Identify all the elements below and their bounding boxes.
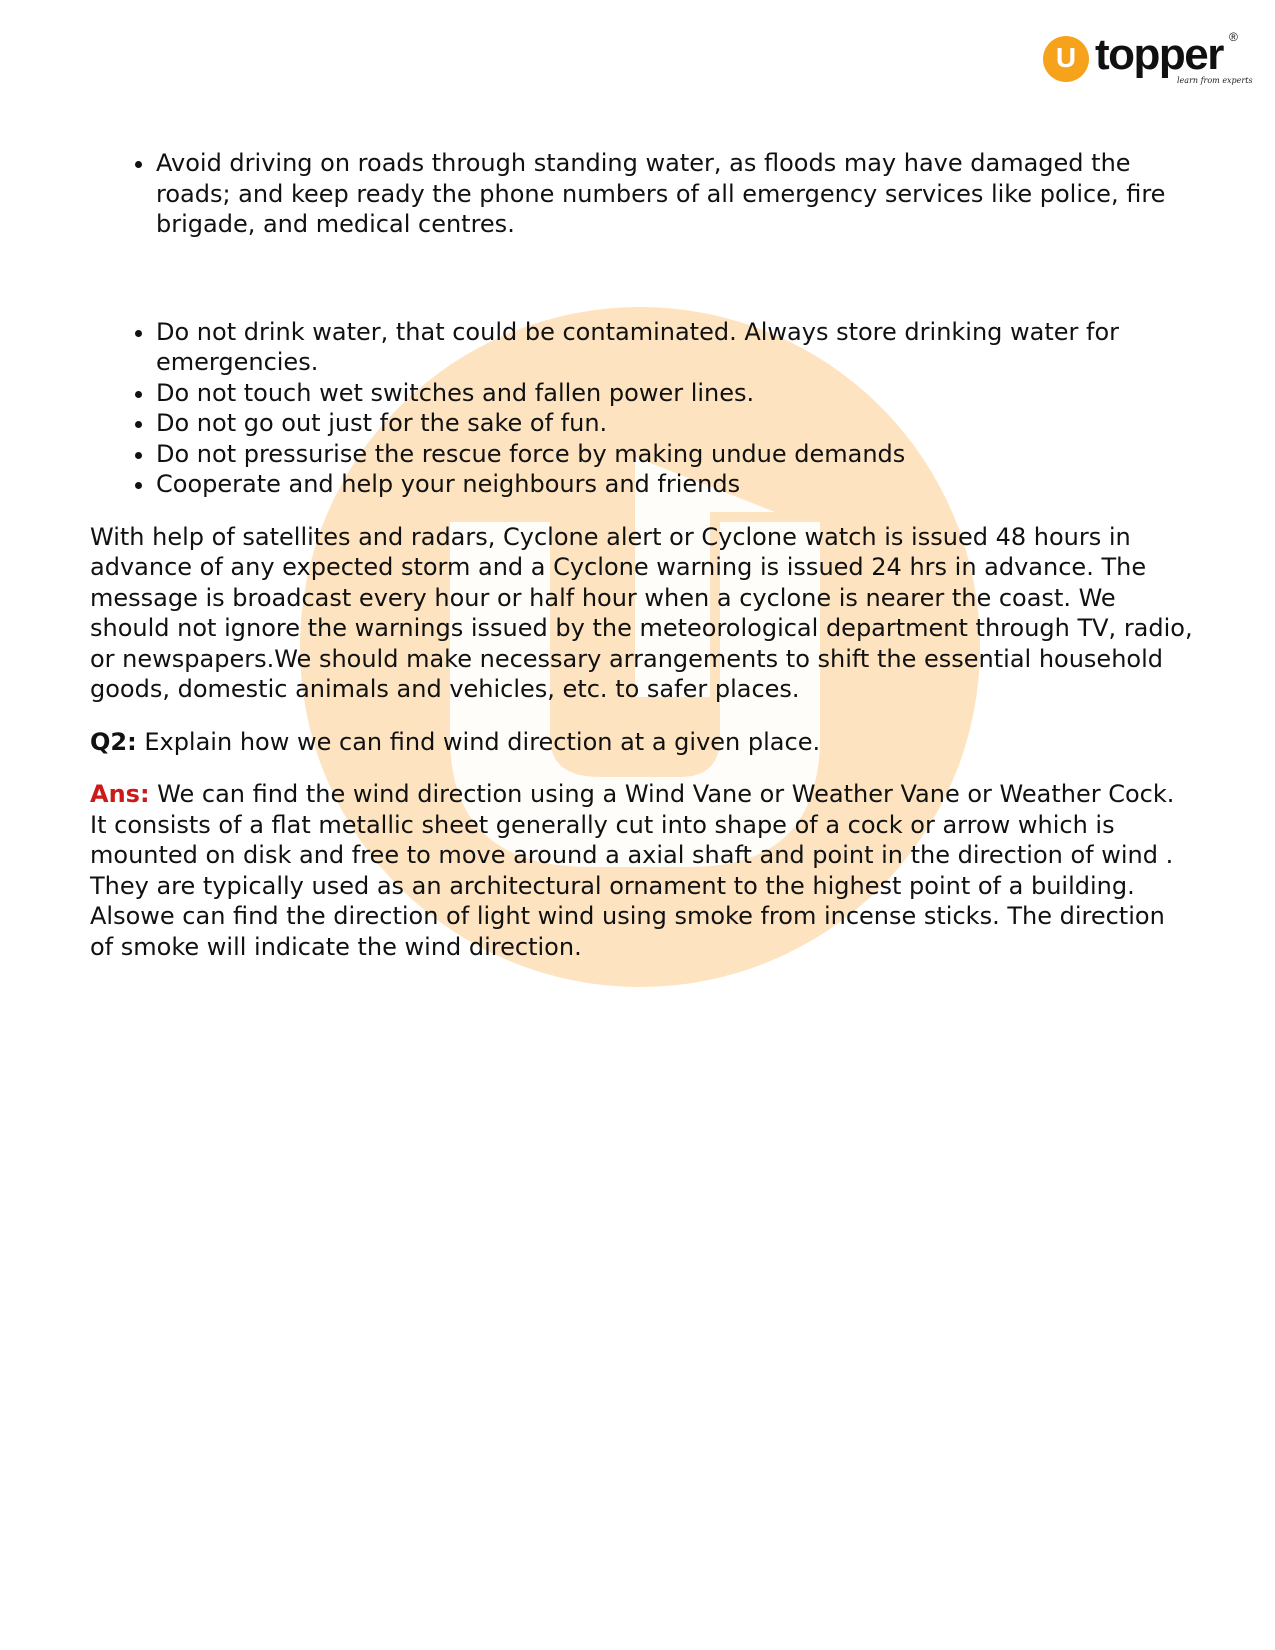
registered-mark: ® bbox=[1229, 30, 1238, 44]
list-item: • Do not touch wet switches and fallen power lines. bbox=[156, 378, 1195, 409]
logo-badge-icon bbox=[1043, 36, 1089, 82]
answer-2 bbox=[90, 779, 1195, 962]
document-body bbox=[90, 148, 1195, 984]
logo-letter: U bbox=[1055, 42, 1077, 73]
answer-label: Ans: bbox=[90, 780, 150, 808]
question-2 bbox=[90, 727, 1195, 758]
brand-logo bbox=[1043, 30, 1253, 92]
list-item: • Do not drink water, that could be contaminated. Always store drinking water for emergencies. bbox=[156, 317, 1195, 378]
list-item: • Do not go out just for the sake of fun. bbox=[156, 408, 1195, 439]
question-label: Q2: bbox=[90, 727, 137, 756]
list-item: • Do not pressurise the rescue force by making undue demands bbox=[156, 439, 1195, 470]
safety-list-1 bbox=[90, 148, 1195, 240]
logo-name: topper bbox=[1095, 30, 1223, 79]
list-item: • Avoid driving on roads through standing water, as floods may have damaged the roads; and keep ready the phone numbers of all emergency services like police, fire brigade, and medical centres. bbox=[156, 148, 1195, 240]
logo-tagline: learn from experts bbox=[1177, 76, 1253, 85]
answer-text: We can find the wind direction using a Wind Vane or Weather Vane or Weather Cock. It consists of a flat metallic sheet generally cut into shape of a cock or arrow which is mounted on disk and free to move around a axial shaft and point in the direction of wind . They are typically used as an architectural ornament to the highest point of a building. Alsowe can find the direction of light wind using smoke from incense sticks. The direction of smoke will indicate the wind direction. bbox=[90, 780, 1175, 961]
cyclone-warning-paragraph: With help of satellites and radars, Cyclone alert or Cyclone watch is issued 48 hours in advance of any expected storm and a Cyclone warning is issued 24 hrs in advance. The message is broadcast every hour or half hour when a cyclone is nearer the coast. We should not ignore the warnings issued by the meteorological department through TV, radio, or newspapers.We should make necessary arrangements to shift the essential household goods, domestic animals and vehicles, etc. to safer places. bbox=[90, 522, 1193, 703]
list-item: • Cooperate and help your neighbours and friends bbox=[156, 469, 1195, 500]
question-text: Explain how we can find wind direction at a given place. bbox=[136, 727, 821, 756]
safety-list-2 bbox=[90, 317, 1195, 500]
